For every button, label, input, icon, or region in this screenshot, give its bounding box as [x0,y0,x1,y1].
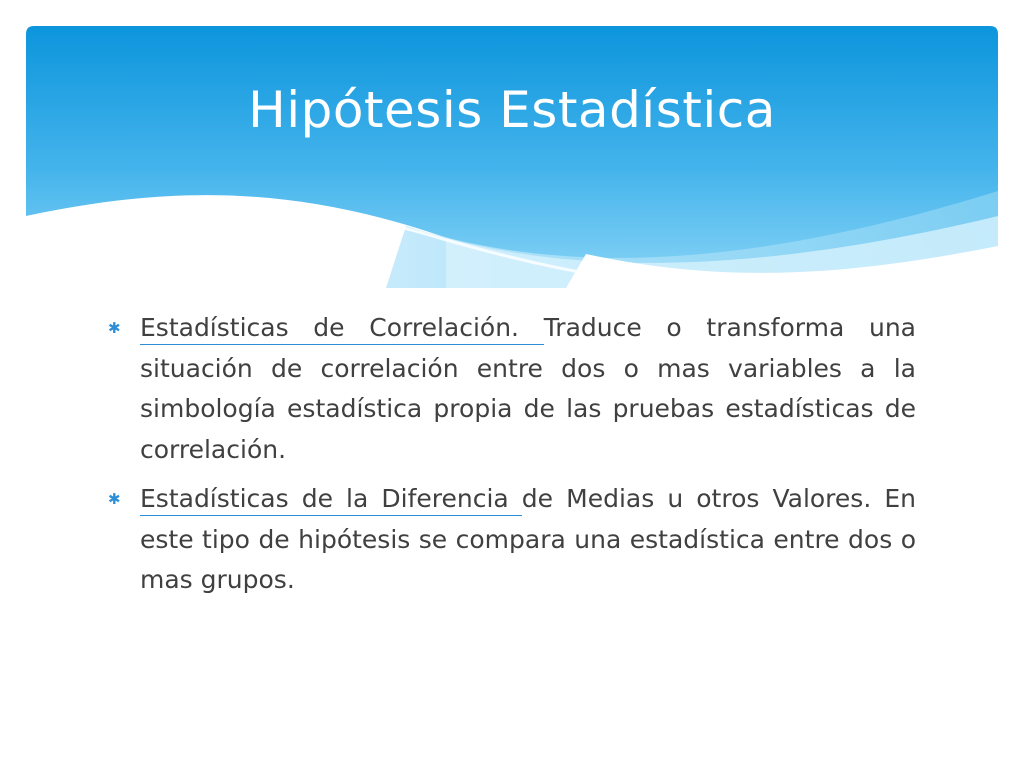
bullet-item [108,308,916,470]
bullet-text: Traduce o transforma una situación de correlación entre dos o mas variables a la simbología estadística propia de las pruebas estadísticas de correlación. [140,313,916,464]
slide-title: Hipótesis Estadística [248,81,776,139]
bullet-text: de Medias u otros Valores. En este tipo de hipótesis se compara una estadística entre dos o mas grupos. [140,484,916,594]
bullet-item [108,479,916,601]
header-wave-graphic [26,26,998,288]
bullet-heading-underlined: Estadísticas de la Diferencia [140,484,522,516]
bullet-list [108,308,916,610]
header-banner [26,26,998,288]
asterisk-icon: ✱ [108,319,121,337]
bullet-heading-underlined: Estadísticas de Correlación. [140,313,544,345]
asterisk-icon: ✱ [108,490,121,508]
